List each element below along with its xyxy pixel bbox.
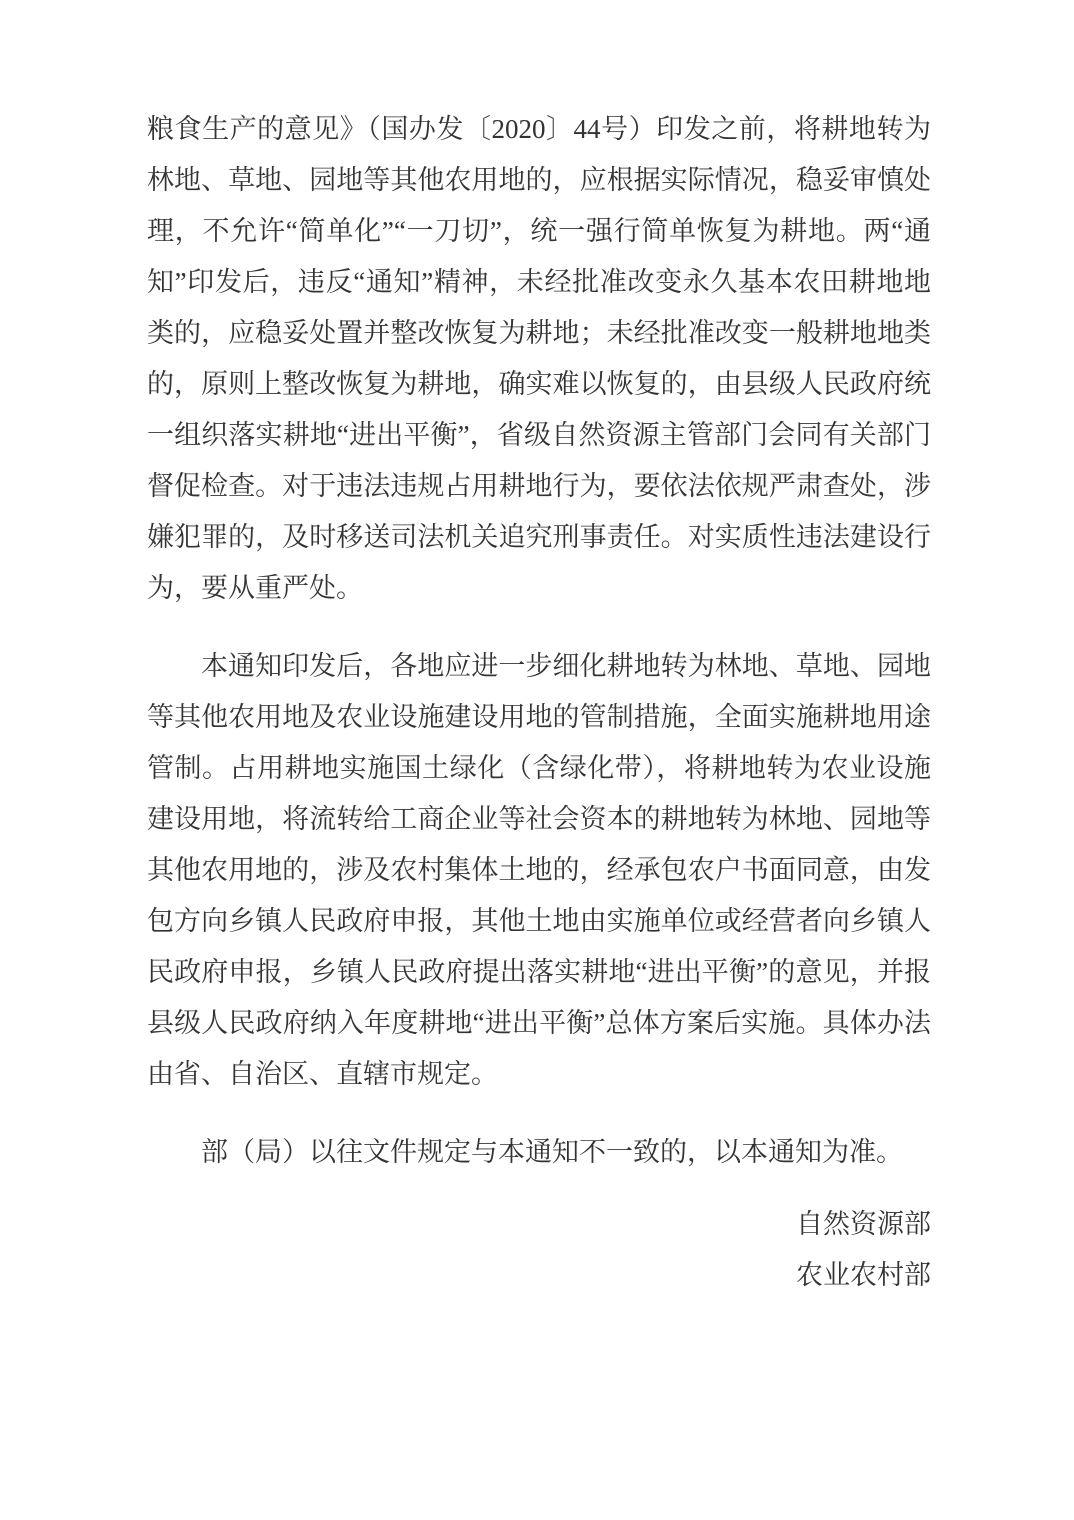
- signature-line-ministry-agriculture: 农业农村部: [796, 1260, 931, 1290]
- body-paragraph-continuation: 粮食生产的意见》（国办发〔2020〕44号）印发之前，将耕地转为林地、草地、园地等其他农用地的，应根据实际情况，稳妥审慎处理，不允许“简单化”“一刀切”，统一强行简单恢复为耕地。两“通知”印发后，违反“通知”精神，未经批准改变永久基本农田耕地地类的，应稳妥处置并整改恢复为耕地；未经批准改变一般耕地地类的，原则上整改恢复为耕地，确实难以恢复的，由县级人民政府统一组织落实耕地“进出平衡”，省级自然资源主管部门会同有关部门督促检查。对于违法违规占用耕地行为，要依法依规严肃查处，涉嫌犯罪的，及时移送司法机关追究刑事责任。对实质性违法建设行为，要从重严处。: [147, 114, 931, 603]
- signature-block: [147, 1199, 931, 1301]
- document-body: [147, 104, 931, 1301]
- signature-line-ministry-natural-resources: 自然资源部: [796, 1209, 931, 1239]
- body-paragraph: 本通知印发后，各地应进一步细化耕地转为林地、草地、园地等其他农用地及农业设施建设用地的管制措施，全面实施耕地用途管制。占用耕地实施国土绿化（含绿化带），将耕地转为农业设施建设用地，将流转给工商企业等社会资本的耕地转为林地、园地等其他农用地的，涉及农村集体土地的，经承包农户书面同意，由发包方向乡镇人民政府申报，其他土地由实施单位或经营者向乡镇人民政府申报，乡镇人民政府提出落实耕地“进出平衡”的意见，并报县级人民政府纳入年度耕地“进出平衡”总体方案后实施。具体办法由省、自治区、直辖市规定。: [147, 651, 931, 1089]
- body-paragraph: 部（局）以往文件规定与本通知不一致的，以本通知为准。: [201, 1137, 903, 1167]
